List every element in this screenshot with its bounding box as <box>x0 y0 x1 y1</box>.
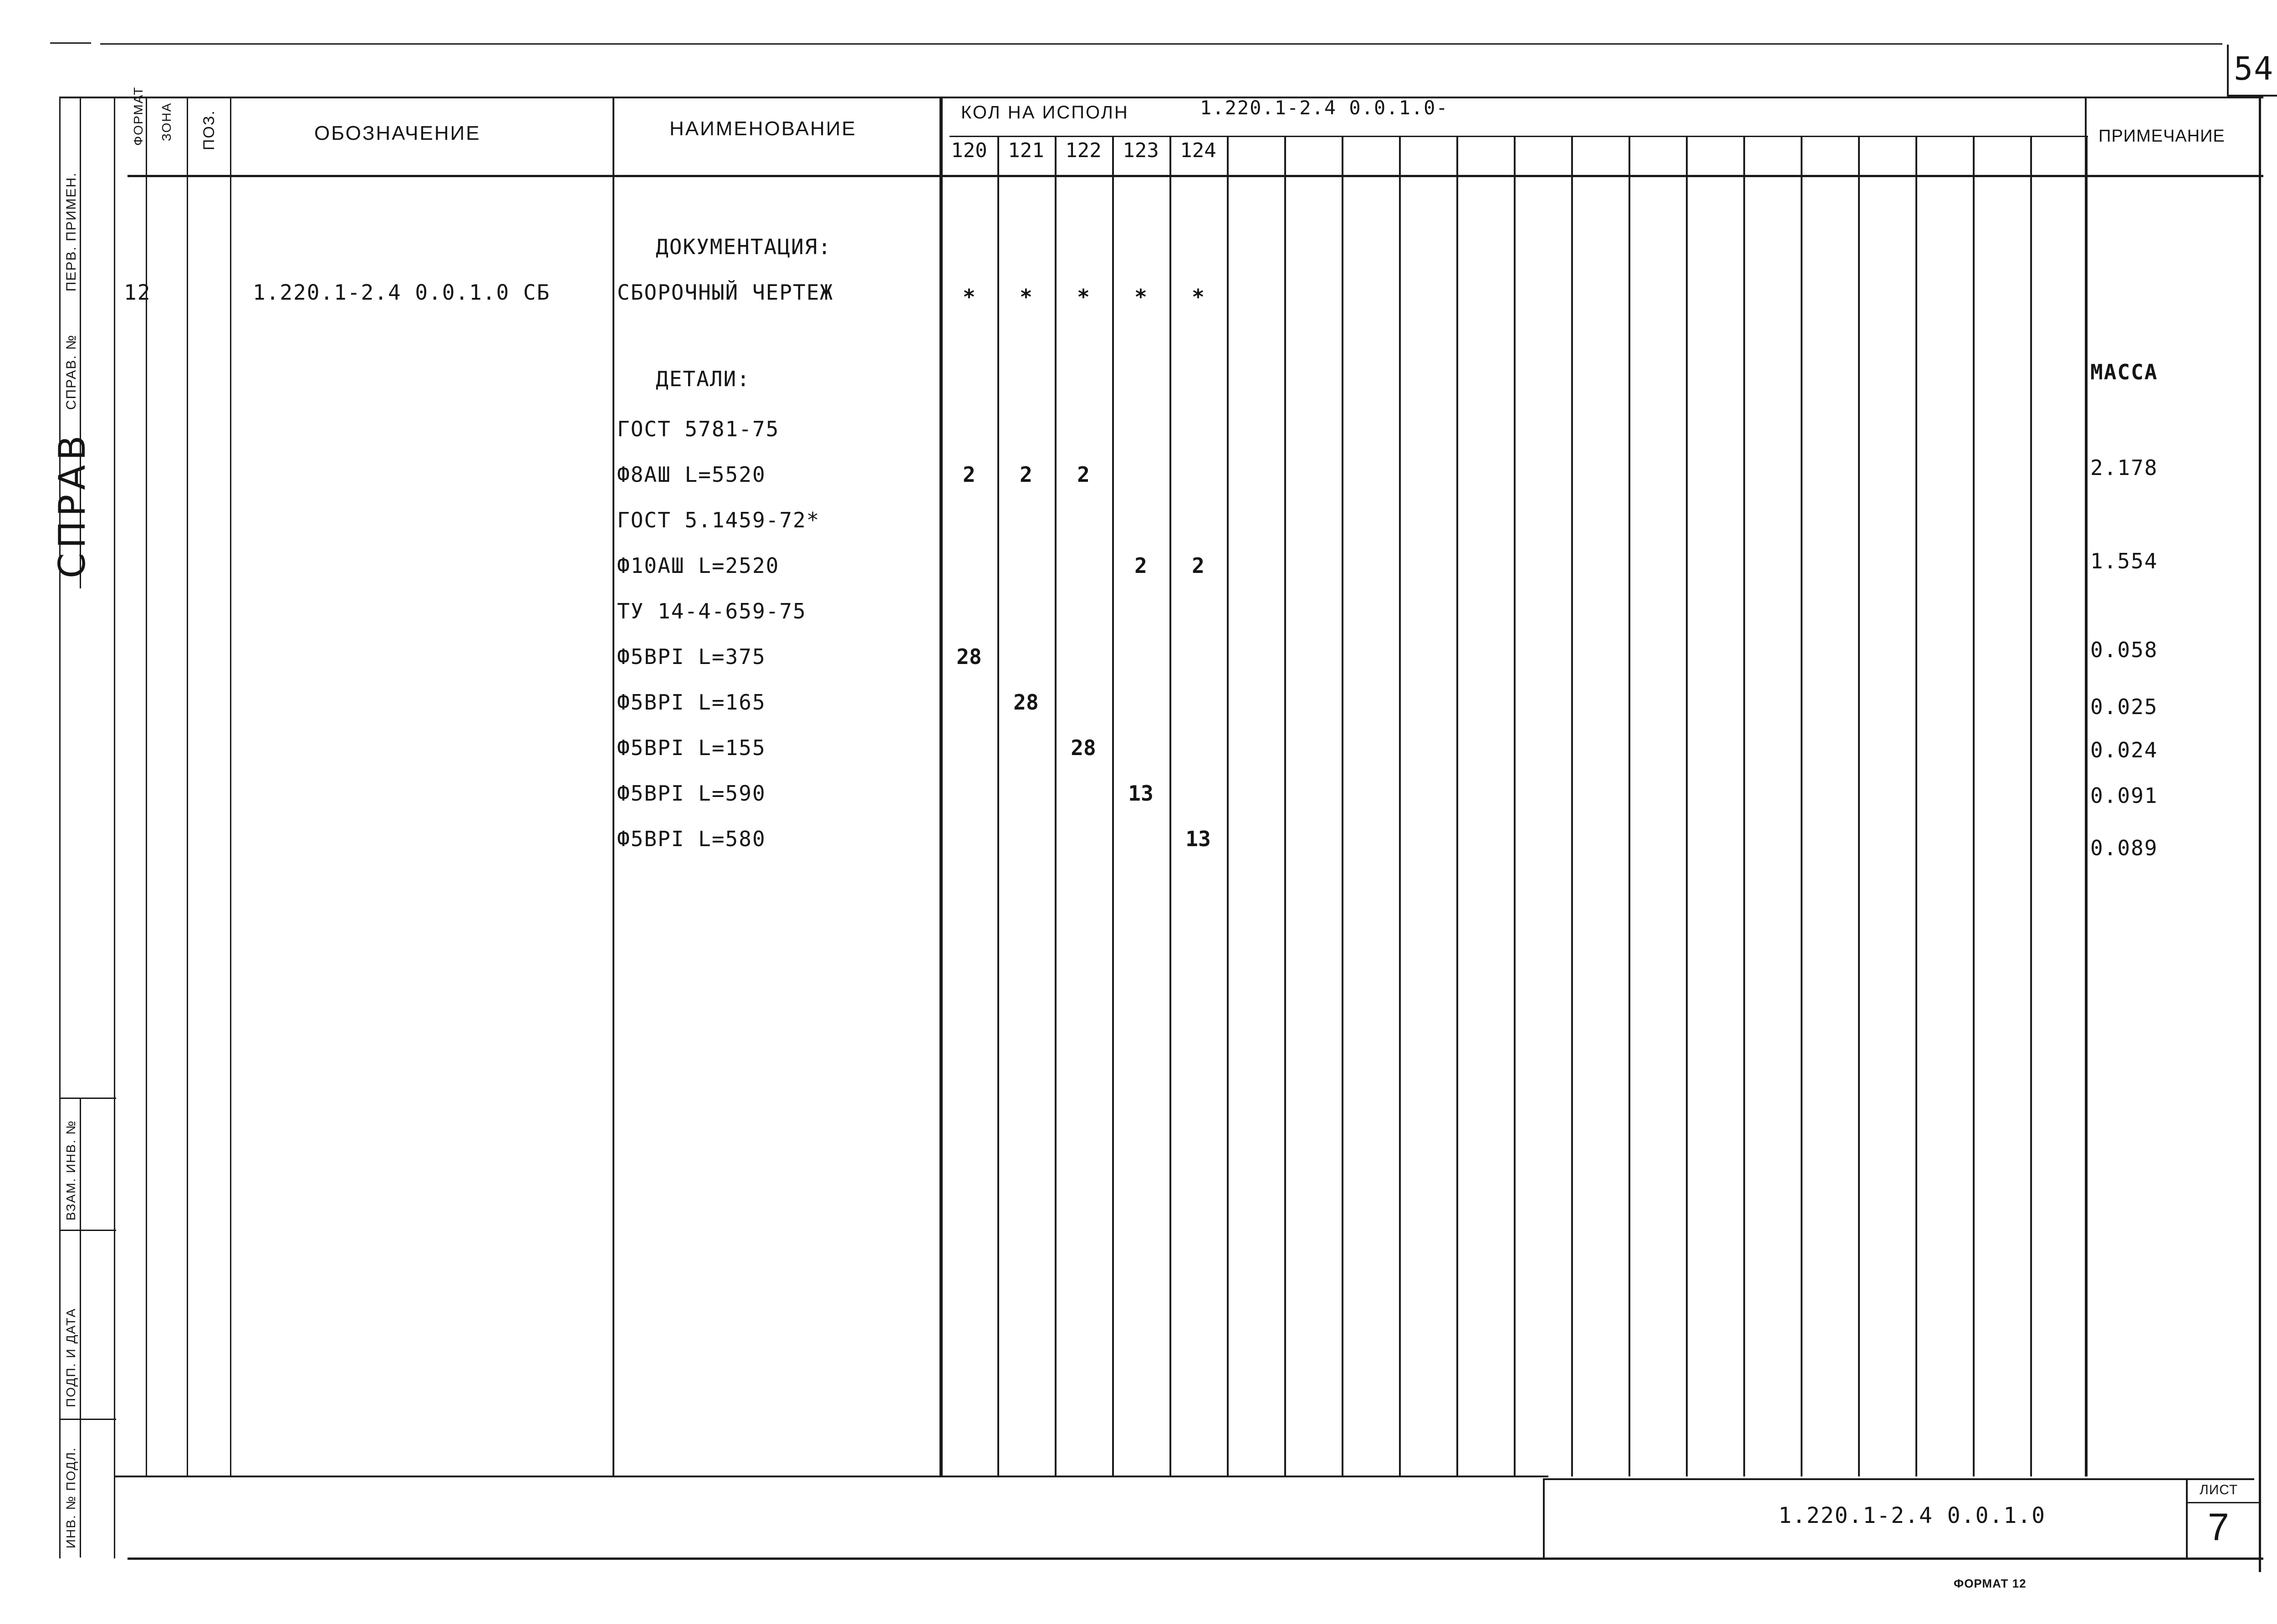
row-name: Ф5ВРI L=375 <box>617 644 766 669</box>
designation-col-right <box>613 97 614 1476</box>
row-designation: 1.220.1-2.4 0.0.1.0 СБ <box>253 280 551 305</box>
row-note: 0.025 <box>2090 695 2158 719</box>
right-frame-line <box>2259 97 2261 1572</box>
row-name: ДОКУМЕНТАЦИЯ: <box>656 235 832 259</box>
variant-number: 123 <box>1123 139 1159 162</box>
qty-cell: 13 <box>1128 781 1154 806</box>
variant-number: 122 <box>1065 139 1102 162</box>
row-name: СБОРОЧНЫЙ ЧЕРТЕЖ <box>617 280 834 305</box>
frame-bottom-line <box>128 1558 2263 1560</box>
qty-cell: * <box>963 285 975 309</box>
qty-cell: 2 <box>1134 553 1147 578</box>
row-name: ГОСТ 5.1459-72* <box>617 508 820 532</box>
qty-column-line <box>1456 136 1458 1476</box>
qty-cell: 2 <box>963 462 975 487</box>
pos-col-right <box>230 97 231 1476</box>
left-margin-inner <box>114 97 115 1558</box>
header-format-label: ФОРМАТ <box>131 86 145 146</box>
qty-column-line <box>1686 136 1688 1476</box>
side-box-line-2 <box>59 1230 116 1231</box>
row-note: МАССА <box>2090 360 2158 384</box>
header-pos-label: ПОЗ. <box>200 110 218 150</box>
qty-cell: 2 <box>1077 462 1090 487</box>
row-name: ДЕТАЛИ: <box>656 367 750 391</box>
sheet-number: 54 <box>2234 50 2274 87</box>
variant-number: 124 <box>1180 139 1216 162</box>
qty-column-line <box>1629 136 1630 1476</box>
side-stamp: СПРАВ <box>51 431 93 578</box>
row-name: Ф5ВРI L=165 <box>617 690 766 715</box>
row-name: Ф5ВРI L=590 <box>617 781 766 806</box>
qty-cell: 28 <box>1013 690 1039 715</box>
row-note: 0.058 <box>2090 638 2158 662</box>
row-note: 2.178 <box>2090 455 2158 480</box>
qty-column-line <box>1858 136 1860 1476</box>
row-name: Ф5ВРI L=580 <box>617 827 766 851</box>
qty-cell: * <box>1020 285 1032 309</box>
qty-cell: * <box>1134 285 1147 309</box>
qty-cell: * <box>1077 285 1090 309</box>
qty-cell: * <box>1192 285 1205 309</box>
row-name: Ф5ВРI L=155 <box>617 735 766 760</box>
row-name: ГОСТ 5781-75 <box>617 417 780 441</box>
qty-cell: 2 <box>1020 462 1032 487</box>
qty-column-line <box>1169 136 1171 1476</box>
qty-column-line <box>1284 136 1286 1476</box>
qty-column-line <box>1571 136 1573 1476</box>
variant-number: 120 <box>951 139 987 162</box>
sheet-cell-mid-line <box>2186 1502 2259 1503</box>
qty-cell: 2 <box>1192 553 1205 578</box>
row-note: 0.024 <box>2090 738 2158 762</box>
footer-format-text: ФОРМАТ 12 <box>1954 1577 2027 1590</box>
row-note: 0.091 <box>2090 783 2158 808</box>
title-block-top-line <box>1544 1478 2254 1480</box>
footer-sheet-label: ЛИСТ <box>2200 1482 2238 1497</box>
qty-column-line <box>1514 136 1516 1476</box>
qty-column-line <box>1399 136 1401 1476</box>
header-qty-label: КОЛ НА ИСПОЛН <box>961 102 1129 123</box>
side-label-ref: СПРАВ. № <box>64 334 79 410</box>
side-box-line-3 <box>59 1419 116 1420</box>
header-zone-label: ЗОНА <box>159 102 174 141</box>
row-format: 12 <box>124 280 151 305</box>
side-box-line-1 <box>59 1098 116 1099</box>
row-note: 1.554 <box>2090 549 2158 573</box>
qty-column-line <box>1342 136 1343 1476</box>
side-label-sign-date: ПОДП. И ДАТА <box>64 1307 78 1407</box>
qty-column-line <box>1973 136 1975 1476</box>
qty-cell: 13 <box>1185 827 1211 851</box>
row-note: 0.089 <box>2090 836 2158 860</box>
qty-column-line <box>1801 136 1802 1476</box>
side-box-divider <box>80 1098 81 1558</box>
header-qty-prefix: 1.220.1-2.4 0.0.1.0- <box>1200 97 1449 119</box>
qty-column-line <box>997 136 999 1476</box>
title-block-left-line <box>1543 1478 1545 1558</box>
footer-doc-code: 1.220.1-2.4 0.0.1.0 <box>1778 1503 2046 1528</box>
left-margin-outer <box>59 97 61 1558</box>
side-label-first-use: ПЕРВ. ПРИМЕН. <box>64 172 79 291</box>
side-label-replaced-inv: ВЗАМ. ИНВ. № <box>64 1120 78 1221</box>
table-bottom-line <box>114 1476 1548 1477</box>
header-designation-label: ОБОЗНАЧЕНИЕ <box>314 122 481 144</box>
qty-column-line <box>2086 136 2088 1476</box>
side-label-inv-orig: ИНВ. № ПОДЛ. <box>64 1447 78 1548</box>
qty-cell: 28 <box>1071 735 1096 760</box>
qty-cell: 28 <box>956 644 982 669</box>
qty-column-line <box>1743 136 1745 1476</box>
top-border-line <box>100 43 2222 45</box>
top-dash-line <box>50 42 91 44</box>
row-name: ТУ 14-4-659-75 <box>617 599 807 623</box>
qty-column-line <box>1112 136 1114 1476</box>
subheader-line <box>950 136 2088 137</box>
footer-sheet-value: 7 <box>2208 1506 2229 1548</box>
qty-column-line <box>1055 136 1057 1476</box>
qty-column-line <box>1227 136 1229 1476</box>
row-name: Ф8АШ L=5520 <box>617 462 766 487</box>
header-bottom-line <box>128 175 2263 177</box>
qty-column-line <box>2030 136 2032 1476</box>
qty-column-line <box>1915 136 1917 1476</box>
header-note-label: ПРИМЕЧАНИЕ <box>2098 127 2225 146</box>
table-top-line <box>59 97 2263 98</box>
zone-col-right <box>187 97 188 1476</box>
row-name: Ф10АШ L=2520 <box>617 553 780 578</box>
sheet-box-left <box>2227 45 2229 96</box>
sheet-cell-left-line <box>2186 1478 2188 1558</box>
variant-number: 121 <box>1008 139 1044 162</box>
header-name-label: НАИМЕНОВАНИЕ <box>669 117 857 140</box>
